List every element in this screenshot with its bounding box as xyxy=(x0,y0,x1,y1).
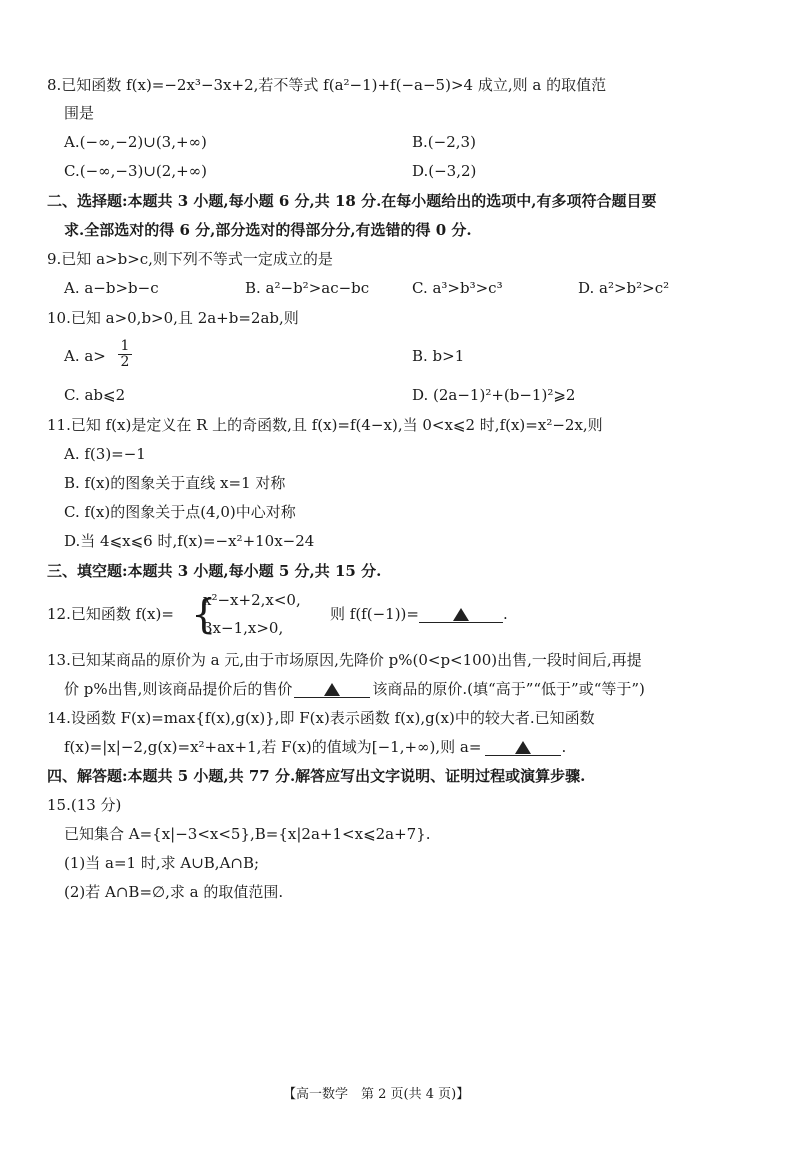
q13-answer-blank[interactable] xyxy=(294,681,370,698)
q13-line2-a: 价 p%出售,则该商品提价后的售价 xyxy=(64,680,293,698)
section4-heading: 四、解答题:本题共 5 小题,共 77 分.解答应写出文字说明、证明过程或演算步骤. xyxy=(47,767,586,785)
q14-line2-b: . xyxy=(561,738,567,756)
q8-option-c: C.(−∞,−3)∪(2,+∞) xyxy=(64,162,208,180)
q9-option-d: D. a²>b²>c² xyxy=(578,279,670,297)
section2-heading-line2: 求.全部选对的得 6 分,部分选对的得部分分,有选错的得 0 分. xyxy=(64,221,472,239)
q8-stem-line2: 围是 xyxy=(64,104,95,122)
q11-option-a: A. f(3)=−1 xyxy=(64,445,146,463)
q15-line1: 已知集合 A={x|−3<x<5},B={x|2a+1<x⩽2a+7}. xyxy=(64,825,431,843)
q14-line1: 14.设函数 F(x)=max{f(x),g(x)},即 F(x)表示函数 f(x),g(x)中的较大者.已知函数 xyxy=(47,709,595,727)
q10-option-d: D. (2a−1)²+(b−1)²⩾2 xyxy=(412,386,576,404)
section2-heading-line1: 二、选择题:本题共 3 小题,每小题 6 分,共 18 分.在每小题给出的选项中,有多项符合题目要 xyxy=(47,192,657,210)
q10-fraction-numerator: 1 xyxy=(118,339,132,355)
q15-part2: (2)若 A∩B=∅,求 a 的取值范围. xyxy=(64,883,284,901)
q12-suffix-text: 则 f(f(−1))= xyxy=(330,605,419,623)
triangle-icon xyxy=(515,741,531,754)
q10-option-c: C. ab⩽2 xyxy=(64,386,126,404)
q12-suffix xyxy=(330,604,508,624)
q8-option-b: B.(−2,3) xyxy=(412,133,476,151)
q8-option-a: A.(−∞,−2)∪(3,+∞) xyxy=(64,133,207,151)
q12-answer-blank[interactable] xyxy=(419,606,503,623)
q8-stem-line1: 8.已知函数 f(x)=−2x³−3x+2,若不等式 f(a²−1)+f(−a−5)>4 成立,则 a 的取值范 xyxy=(47,76,607,94)
q12-case2: 3x−1,x>0, xyxy=(203,619,284,637)
q12-brace: { xyxy=(191,592,217,638)
q14-line2 xyxy=(64,737,566,757)
q9-option-a: A. a−b>b−c xyxy=(64,279,159,297)
q10-option-b: B. b>1 xyxy=(412,347,465,365)
page-footer: 【高一数学 第 2 页(共 4 页)】 xyxy=(283,1087,470,1102)
q8-option-d: D.(−3,2) xyxy=(412,162,477,180)
q9-option-b: B. a²−b²>ac−bc xyxy=(245,279,370,297)
q11-option-b: B. f(x)的图象关于直线 x=1 对称 xyxy=(64,474,286,492)
q12-case1: x²−x+2,x<0, xyxy=(203,591,301,609)
q9-option-c: C. a³>b³>c³ xyxy=(412,279,503,297)
q10-option-a-fraction xyxy=(118,339,132,370)
q13-line2 xyxy=(64,679,645,699)
q14-line2-a: f(x)=|x|−2,g(x)=x²+ax+1,若 F(x)的值域为[−1,+∞),则 a= xyxy=(64,738,482,756)
q12-end: . xyxy=(502,605,508,623)
triangle-icon xyxy=(324,683,340,696)
q10-fraction-denominator: 2 xyxy=(120,354,130,370)
q13-line2-b: 该商品的原价.(填“高于”“低于”或“等于”) xyxy=(372,680,645,698)
q9-stem: 9.已知 a>b>c,则下列不等式一定成立的是 xyxy=(47,250,333,268)
q14-answer-blank[interactable] xyxy=(485,739,561,756)
triangle-icon xyxy=(453,608,469,621)
q12-prefix: 12.已知函数 f(x)= xyxy=(47,605,174,623)
q11-option-c: C. f(x)的图象关于点(4,0)中心对称 xyxy=(64,503,296,521)
q11-stem: 11.已知 f(x)是定义在 R 上的奇函数,且 f(x)=f(4−x),当 0<x⩽2 时,f(x)=x²−2x,则 xyxy=(47,416,603,434)
q15-header: 15.(13 分) xyxy=(47,796,122,814)
q10-stem: 10.已知 a>0,b>0,且 2a+b=2ab,则 xyxy=(47,309,299,327)
section3-heading: 三、填空题:本题共 3 小题,每小题 5 分,共 15 分. xyxy=(47,562,382,580)
q13-line1: 13.已知某商品的原价为 a 元,由于市场原因,先降价 p%(0<p<100)出售,一段时间后,再提 xyxy=(47,651,642,669)
q10-option-a-prefix: A. a> xyxy=(64,347,106,365)
q11-option-d: D.当 4⩽x⩽6 时,f(x)=−x²+10x−24 xyxy=(64,532,315,550)
q15-part1: (1)当 a=1 时,求 A∪B,A∩B; xyxy=(64,854,260,872)
